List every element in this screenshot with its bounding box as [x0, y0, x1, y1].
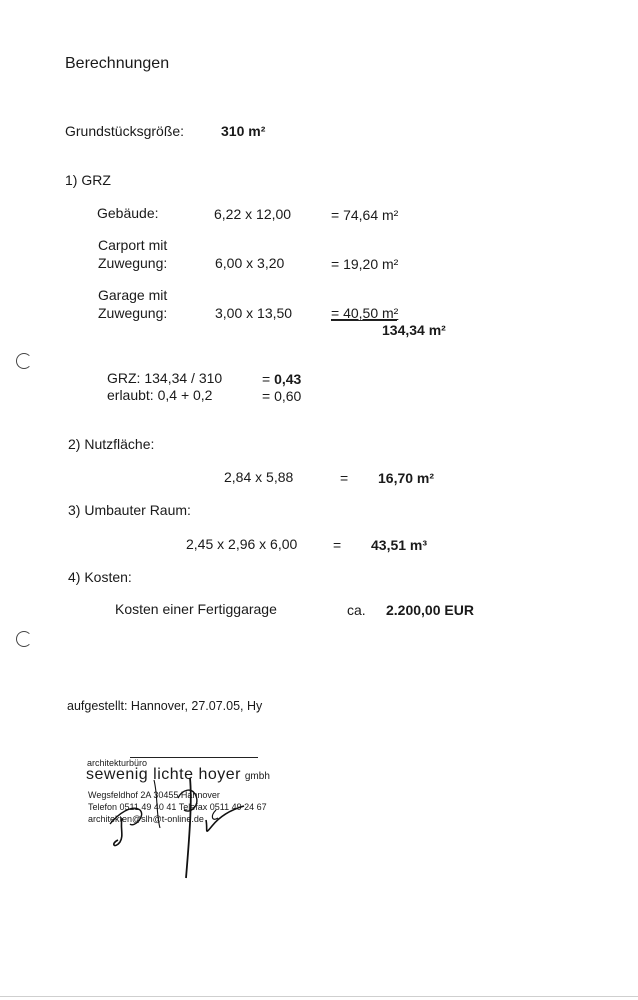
stamp-address: Wegsfeldhof 2A 30455 Hannover — [88, 790, 220, 800]
grz-garage-label-line2: Zuwegung: — [98, 305, 168, 321]
grz-building-calc: 6,22 x 12,00 — [214, 206, 292, 222]
page-title: Berechnungen — [65, 55, 170, 72]
plot-size-value: 310 m² — [221, 123, 266, 139]
costs-amount: 2.200,00 EUR — [386, 602, 474, 618]
costs-approx: ca. — [347, 602, 366, 618]
grz-carport-label-line2: Zuwegung: — [98, 255, 168, 271]
usable-area-equals: = — [340, 470, 349, 486]
signature — [80, 770, 280, 890]
section-grz-title: 1) GRZ — [65, 172, 111, 188]
volume-result: 43,51 m³ — [371, 537, 428, 553]
usable-area-result: 16,70 m² — [378, 470, 435, 486]
plot-size-label: Grundstücksgröße: — [65, 123, 185, 139]
section-costs-title: 4) Kosten: — [68, 569, 132, 585]
stamp-firm-name: sewenig lichte hoyer — [86, 766, 241, 783]
page-bottom-edge — [0, 996, 638, 997]
grz-allowed-label: erlaubt: 0,4 + 0,2 — [107, 387, 213, 403]
grz-total: 134,34 m² — [382, 322, 446, 338]
usable-area-calc: 2,84 x 5,88 — [224, 469, 294, 485]
sum-underline — [331, 320, 397, 321]
grz-carport-calc: 6,00 x 3,20 — [215, 255, 285, 271]
stamp-firm-suffix: gmbh — [244, 771, 270, 782]
grz-carport-label-line1: Carport mit — [98, 237, 168, 253]
grz-ratio-value: 0,43 — [274, 371, 302, 387]
grz-allowed-value: = 0,60 — [262, 388, 302, 404]
grz-building-label: Gebäude: — [97, 205, 159, 221]
costs-label: Kosten einer Fertiggarage — [115, 601, 277, 617]
punch-hole-top — [16, 353, 32, 369]
grz-building-result: = 74,64 m² — [331, 207, 399, 223]
volume-equals: = — [333, 537, 342, 553]
grz-ratio-equals: = — [262, 371, 271, 387]
volume-calc: 2,45 x 2,96 x 6,00 — [186, 536, 298, 552]
section-volume-title: 3) Umbauter Raum: — [68, 502, 191, 518]
grz-garage-result: = 40,50 m² — [331, 305, 399, 321]
grz-ratio-result — [262, 371, 301, 387]
punch-hole-bottom — [16, 631, 32, 647]
grz-ratio-label: GRZ: 134,34 / 310 — [107, 370, 223, 386]
grz-garage-label-line1: Garage mit — [98, 287, 168, 303]
stamp-office: architekturbüro — [87, 758, 148, 768]
grz-carport-result: = 19,20 m² — [331, 256, 399, 272]
prepared-line: aufgestellt: Hannover, 27.07.05, Hy — [67, 699, 263, 713]
stamp-email: architekten@slh@t-online.de — [88, 814, 204, 824]
grz-garage-calc: 3,00 x 13,50 — [215, 305, 293, 321]
stamp-top-rule — [130, 757, 258, 758]
stamp-phone: Telefon 0511 49 40 41 Telefax 0511 49 24 67 — [88, 802, 267, 812]
section-usable-area-title: 2) Nutzfläche: — [68, 436, 155, 452]
